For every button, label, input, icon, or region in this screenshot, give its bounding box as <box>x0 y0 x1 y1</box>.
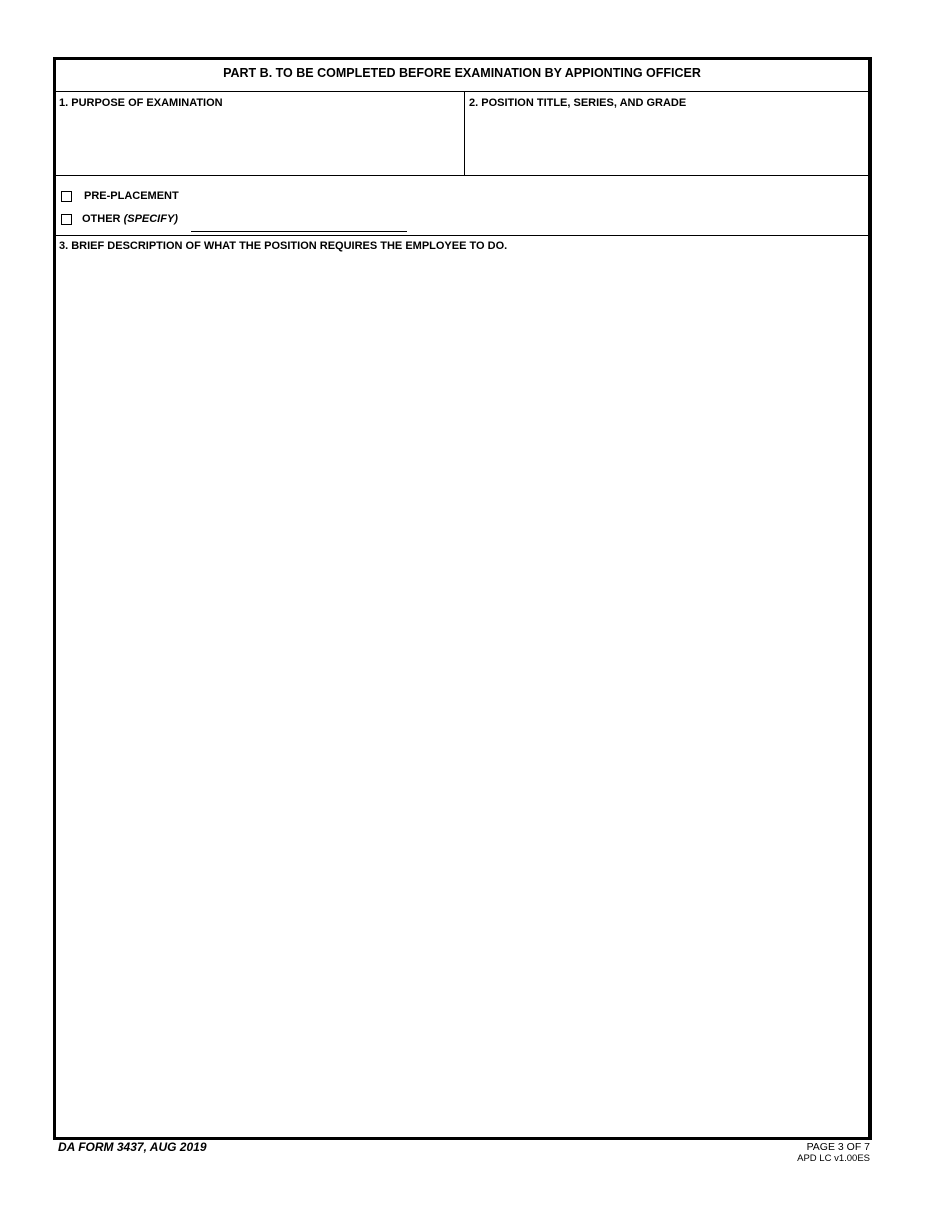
page-number: PAGE 3 OF 7 <box>806 1141 870 1153</box>
form-frame <box>53 57 872 1140</box>
purpose-of-examination-field[interactable] <box>56 92 465 175</box>
position-title-field[interactable] <box>465 92 868 175</box>
page-footer <box>797 1141 870 1165</box>
checkbox-other[interactable] <box>61 211 178 227</box>
form-version: APD LC v1.00ES <box>797 1153 870 1164</box>
other-specify-input-line[interactable] <box>191 231 407 232</box>
pre-placement-label: PRE-PLACEMENT <box>84 190 179 202</box>
other-label: OTHER (SPECIFY) <box>82 213 178 225</box>
position-title-label: 2. POSITION TITLE, SERIES, AND GRADE <box>469 97 687 109</box>
checkbox-pre-placement[interactable] <box>61 188 179 204</box>
other-checkbox[interactable] <box>61 214 72 225</box>
row-purpose-position <box>56 92 868 176</box>
form-id-footer: DA FORM 3437, AUG 2019 <box>58 1140 207 1154</box>
position-description-field[interactable] <box>56 236 868 1137</box>
pre-placement-checkbox[interactable] <box>61 191 72 202</box>
purpose-checkbox-row <box>56 176 868 236</box>
part-b-header: PART B. TO BE COMPLETED BEFORE EXAMINATION BY APPIONTING OFFICER <box>56 60 868 92</box>
position-description-label: 3. BRIEF DESCRIPTION OF WHAT THE POSITION REQUIRES THE EMPLOYEE TO DO. <box>59 240 508 252</box>
purpose-of-examination-label: 1. PURPOSE OF EXAMINATION <box>59 97 223 109</box>
